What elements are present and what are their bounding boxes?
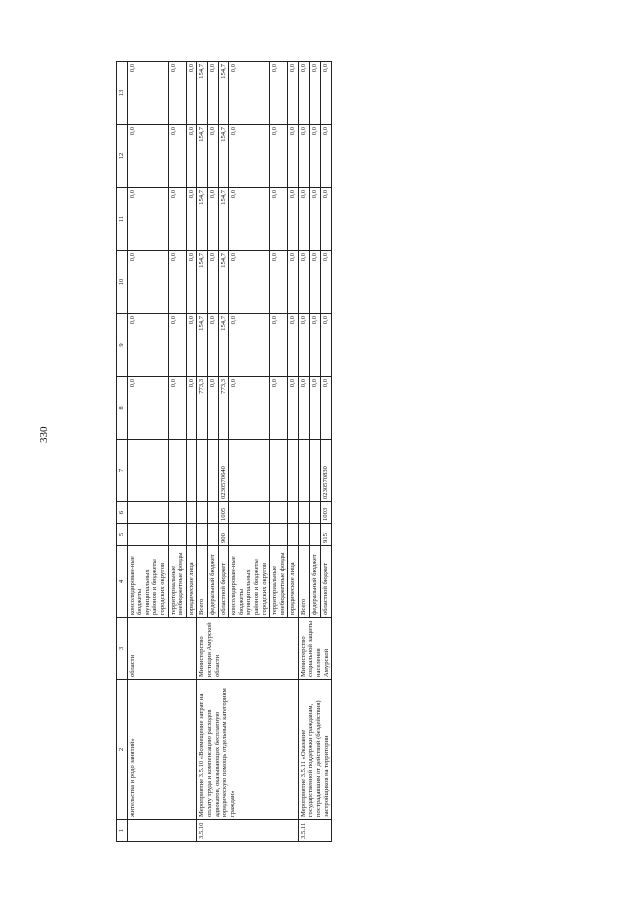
- amount-cell: 0,0: [229, 314, 270, 377]
- amount-cell: 0,0: [310, 377, 321, 440]
- budget-code-c7: [197, 440, 208, 502]
- amount-cell: 0,0: [186, 377, 197, 440]
- amount-cell: 0,0: [127, 188, 168, 251]
- amount-cell: 0,0: [168, 251, 186, 314]
- column-header-11: 11: [117, 188, 128, 251]
- executor: области: [127, 618, 197, 680]
- amount-cell: 0,0: [168, 188, 186, 251]
- amount-cell: 773,3: [218, 377, 229, 440]
- amount-cell: 0,0: [321, 377, 332, 440]
- amount-cell: 0,0: [298, 188, 309, 251]
- amount-cell: 0,0: [270, 62, 288, 125]
- amount-cell: 0,0: [186, 188, 197, 251]
- header-row: [117, 62, 128, 842]
- amount-cell: 0,0: [168, 314, 186, 377]
- budget-code-c6: 1003: [321, 502, 332, 524]
- amount-cell: 0,0: [288, 125, 299, 188]
- measure-title: Мероприятие 3.5.11 «Оказание государственной поддержки гражданам, пострадавшим от действий (бездействия) застройщиков на территории: [298, 680, 331, 820]
- column-header-10: 10: [117, 251, 128, 314]
- column-header-5: 5: [117, 524, 128, 546]
- amount-cell: 0,0: [207, 251, 218, 314]
- amount-cell: 0,0: [288, 251, 299, 314]
- column-header-13: 13: [117, 62, 128, 125]
- amount-cell: 0,0: [288, 188, 299, 251]
- column-header-4: 4: [117, 546, 128, 618]
- measure-number: 3.5.11: [298, 820, 331, 842]
- budget-code-c5: [127, 524, 168, 546]
- budget-code-c5: [197, 524, 208, 546]
- funding-source: юридические лица: [186, 546, 197, 618]
- amount-cell: 0,0: [127, 314, 168, 377]
- budget-code-c6: [298, 502, 309, 524]
- budget-code-c6: 1005: [218, 502, 229, 524]
- budget-code-c7: [127, 440, 168, 502]
- amount-cell: 0,0: [288, 62, 299, 125]
- budget-code-c6: [288, 502, 299, 524]
- table-row: [197, 62, 208, 842]
- amount-cell: 0,0: [207, 314, 218, 377]
- amount-cell: 0,0: [229, 62, 270, 125]
- budget-code-c7: [168, 440, 186, 502]
- amount-cell: 154,7: [218, 251, 229, 314]
- budget-code-c5: [186, 524, 197, 546]
- budget-code-c6: [229, 502, 270, 524]
- budget-code-c7: [186, 440, 197, 502]
- amount-cell: 0,0: [310, 188, 321, 251]
- budget-code-c5: [288, 524, 299, 546]
- budget-code-c6: [168, 502, 186, 524]
- funding-source: территориальные внебюджетные фонды: [168, 546, 186, 618]
- amount-cell: 0,0: [298, 251, 309, 314]
- budget-table: [116, 61, 332, 842]
- amount-cell: 0,0: [321, 251, 332, 314]
- table-row: [127, 62, 168, 842]
- amount-cell: 0,0: [321, 314, 332, 377]
- measure-number: [127, 820, 197, 842]
- funding-source: областной бюджет: [321, 546, 332, 618]
- budget-code-c6: [207, 502, 218, 524]
- column-header-7: 7: [117, 440, 128, 502]
- amount-cell: 0,0: [310, 125, 321, 188]
- column-header-12: 12: [117, 125, 128, 188]
- amount-cell: 0,0: [207, 377, 218, 440]
- amount-cell: 0,0: [229, 377, 270, 440]
- rotated-table-wrapper: [116, 62, 332, 842]
- budget-code-c5: 915: [321, 524, 332, 546]
- amount-cell: 154,7: [218, 62, 229, 125]
- amount-cell: 0,0: [270, 314, 288, 377]
- amount-cell: 0,0: [229, 188, 270, 251]
- amount-cell: 0,0: [270, 188, 288, 251]
- amount-cell: 0,0: [310, 251, 321, 314]
- executor: Министерство юстиции Амурской области: [197, 618, 299, 680]
- amount-cell: 0,0: [229, 125, 270, 188]
- amount-cell: 0,0: [186, 314, 197, 377]
- budget-code-c6: [186, 502, 197, 524]
- amount-cell: 154,7: [197, 125, 208, 188]
- amount-cell: 0,0: [168, 62, 186, 125]
- budget-code-c5: [168, 524, 186, 546]
- budget-code-c6: [197, 502, 208, 524]
- amount-cell: 0,0: [270, 125, 288, 188]
- funding-source: юридические лица: [288, 546, 299, 618]
- measure-title: Мероприятие 3.5.10 «Возмещение затрат на оплату труда и компенсацию расходов адвокатов, оказывающих бесплатную юридическую помощь отдельным категориям граждан»: [197, 680, 299, 820]
- amount-cell: 0,0: [207, 188, 218, 251]
- amount-cell: 0,0: [186, 62, 197, 125]
- budget-code-c5: [207, 524, 218, 546]
- amount-cell: 0,0: [186, 125, 197, 188]
- amount-cell: 0,0: [127, 125, 168, 188]
- amount-cell: 0,0: [168, 125, 186, 188]
- amount-cell: 0,0: [321, 62, 332, 125]
- amount-cell: 0,0: [127, 251, 168, 314]
- amount-cell: 154,7: [218, 125, 229, 188]
- measure-number: 3.5.10: [197, 820, 299, 842]
- amount-cell: 0,0: [270, 251, 288, 314]
- amount-cell: 0,0: [298, 62, 309, 125]
- budget-code-c6: [310, 502, 321, 524]
- budget-code-c5: [229, 524, 270, 546]
- budget-code-c7: [229, 440, 270, 502]
- budget-code-c5: [298, 524, 309, 546]
- amount-cell: 0,0: [207, 125, 218, 188]
- table-row: [298, 62, 309, 842]
- amount-cell: 0,0: [298, 314, 309, 377]
- budget-code-c5: [310, 524, 321, 546]
- page-number: 330: [38, 426, 50, 443]
- amount-cell: 154,7: [218, 188, 229, 251]
- amount-cell: 154,7: [197, 62, 208, 125]
- budget-code-c7: 0230570830: [321, 440, 332, 502]
- amount-cell: 0,0: [127, 62, 168, 125]
- executor: Министерство социальной защиты населения Амурской: [298, 618, 331, 680]
- budget-code-c5: 900: [218, 524, 229, 546]
- amount-cell: 0,0: [229, 251, 270, 314]
- funding-source: федеральный бюджет: [207, 546, 218, 618]
- budget-code-c6: [270, 502, 288, 524]
- column-header-9: 9: [117, 314, 128, 377]
- funding-source: консолидирован-ные бюджеты муниципальных районов и бюджеты городских округов: [229, 546, 270, 618]
- amount-cell: 0,0: [288, 314, 299, 377]
- amount-cell: 0,0: [321, 188, 332, 251]
- funding-source: федеральный бюджет: [310, 546, 321, 618]
- column-header-1: 1: [117, 820, 128, 842]
- budget-code-c7: [310, 440, 321, 502]
- budget-code-c7: [270, 440, 288, 502]
- table-body: [127, 62, 332, 842]
- budget-code-c7: [288, 440, 299, 502]
- amount-cell: 773,3: [197, 377, 208, 440]
- amount-cell: 0,0: [310, 314, 321, 377]
- amount-cell: 154,7: [197, 188, 208, 251]
- funding-source: областной бюджет: [218, 546, 229, 618]
- amount-cell: 0,0: [288, 377, 299, 440]
- funding-source: Всего: [298, 546, 309, 618]
- budget-code-c7: [298, 440, 309, 502]
- budget-code-c7: 0230570640: [218, 440, 229, 502]
- column-header-3: 3: [117, 618, 128, 680]
- amount-cell: 0,0: [168, 377, 186, 440]
- budget-code-c6: [127, 502, 168, 524]
- amount-cell: 0,0: [186, 251, 197, 314]
- budget-code-c5: [270, 524, 288, 546]
- amount-cell: 0,0: [270, 377, 288, 440]
- column-header-6: 6: [117, 502, 128, 524]
- amount-cell: 0,0: [298, 125, 309, 188]
- amount-cell: 0,0: [298, 377, 309, 440]
- funding-source: территориальные внебюджетные фонды: [270, 546, 288, 618]
- amount-cell: 154,7: [197, 251, 208, 314]
- funding-source: консолидирован-ные бюджеты муниципальных районов и бюджеты городских округов: [127, 546, 168, 618]
- amount-cell: 0,0: [127, 377, 168, 440]
- budget-code-c7: [207, 440, 218, 502]
- amount-cell: 0,0: [310, 62, 321, 125]
- column-header-2: 2: [117, 680, 128, 820]
- measure-title: жительства и родо занятий»: [127, 680, 197, 820]
- amount-cell: 154,7: [218, 314, 229, 377]
- column-header-8: 8: [117, 377, 128, 440]
- amount-cell: 0,0: [321, 125, 332, 188]
- funding-source: Всего: [197, 546, 208, 618]
- amount-cell: 154,7: [197, 314, 208, 377]
- amount-cell: 0,0: [207, 62, 218, 125]
